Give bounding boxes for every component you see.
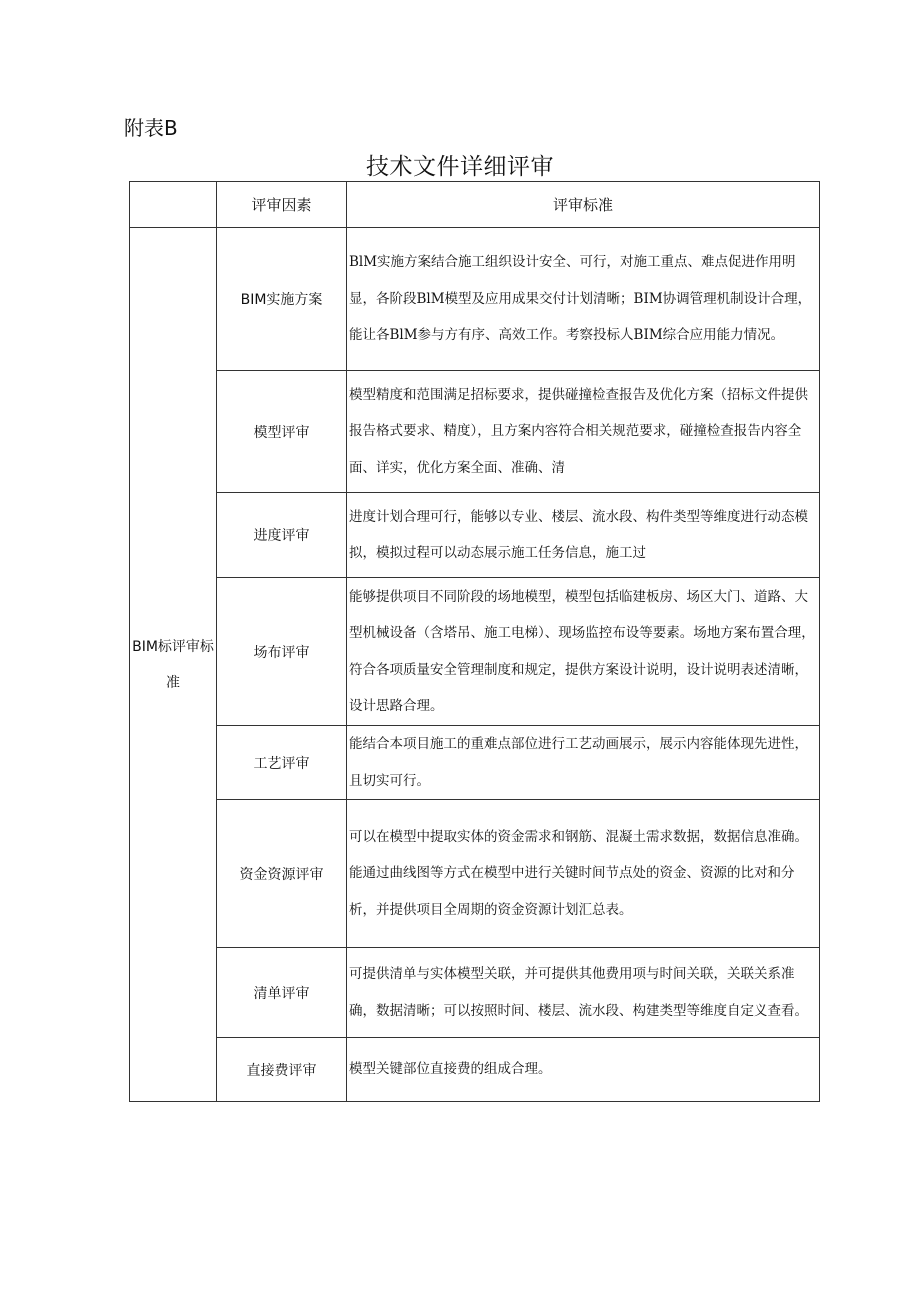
table-row <box>130 578 820 726</box>
category-cell: BIM标评审标准 <box>130 228 217 1102</box>
factor-cell: 清单评审 <box>217 948 347 1038</box>
factor-cell: 场布评审 <box>217 578 347 726</box>
standard-cell: 可以在模型中提取实体的资金需求和钢筋、混凝土需求数据，数据信息准确。能通过曲线图等方式在模型中进行关键时间节点处的资金、资源的比对和分析，并提供项目全周期的资金资源计划汇总表。 <box>347 800 820 948</box>
factor-cell: 资金资源评审 <box>217 800 347 948</box>
table-row <box>130 371 820 493</box>
standard-cell: 能结合本项目施工的重难点部位进行工艺动画展示，展示内容能体现先进性，且切实可行。 <box>347 726 820 800</box>
standard-cell: 能够提供项目不同阶段的场地模型，模型包括临建板房、场区大门、道路、大型机械设备（含塔吊、施工电梯）、现场监控布设等要素。场地方案布置合理，符合各项质量安全管理制度和规定，提供方案设计说明，设计说明表述清晰，设计思路合理。 <box>347 578 820 726</box>
table-row <box>130 726 820 800</box>
header-standard: 评审标准 <box>347 182 820 228</box>
standard-cell: BlM实施方案结合施工组织设计安全、可行，对施工重点、难点促进作用明显，各阶段BlM模型及应用成果交付计划清晰；BIM协调管理机制设计合理，能让各BlM参与方有序、高效工作。考察投标人BIM综合应用能力情况。 <box>347 228 820 371</box>
table-header-row <box>130 182 820 228</box>
standard-cell: 可提供清单与实体模型关联，并可提供其他费用项与时间关联，关联关系准确，数据清晰；可以按照时间、楼层、流水段、构建类型等维度自定义查看。 <box>347 948 820 1038</box>
review-table <box>129 181 820 1102</box>
table-row <box>130 800 820 948</box>
standard-cell: 进度计划合理可行，能够以专业、楼层、流水段、构件类型等维度进行动态模拟，模拟过程可以动态展示施工任务信息，施工过 <box>347 493 820 578</box>
factor-cell: 工艺评审 <box>217 726 347 800</box>
factor-cell: 模型评审 <box>217 371 347 493</box>
table-row <box>130 948 820 1038</box>
table-row <box>130 228 820 371</box>
factor-cell: 直接费评审 <box>217 1038 347 1102</box>
standard-cell: 模型精度和范围满足招标要求，提供碰撞检查报告及优化方案（招标文件提供报告格式要求、精度），且方案内容符合相关规范要求，碰撞检查报告内容全面、详实，优化方案全面、准确、清 <box>347 371 820 493</box>
factor-cell: 进度评审 <box>217 493 347 578</box>
header-category <box>130 182 217 228</box>
table-row <box>130 493 820 578</box>
header-factor: 评审因素 <box>217 182 347 228</box>
standard-cell: 模型关键部位直接费的组成合理。 <box>347 1038 820 1102</box>
page-title: 技术文件详细评审 <box>366 154 554 180</box>
factor-cell: BIM实施方案 <box>217 228 347 371</box>
appendix-label: 附表B <box>124 116 178 140</box>
table-row <box>130 1038 820 1102</box>
